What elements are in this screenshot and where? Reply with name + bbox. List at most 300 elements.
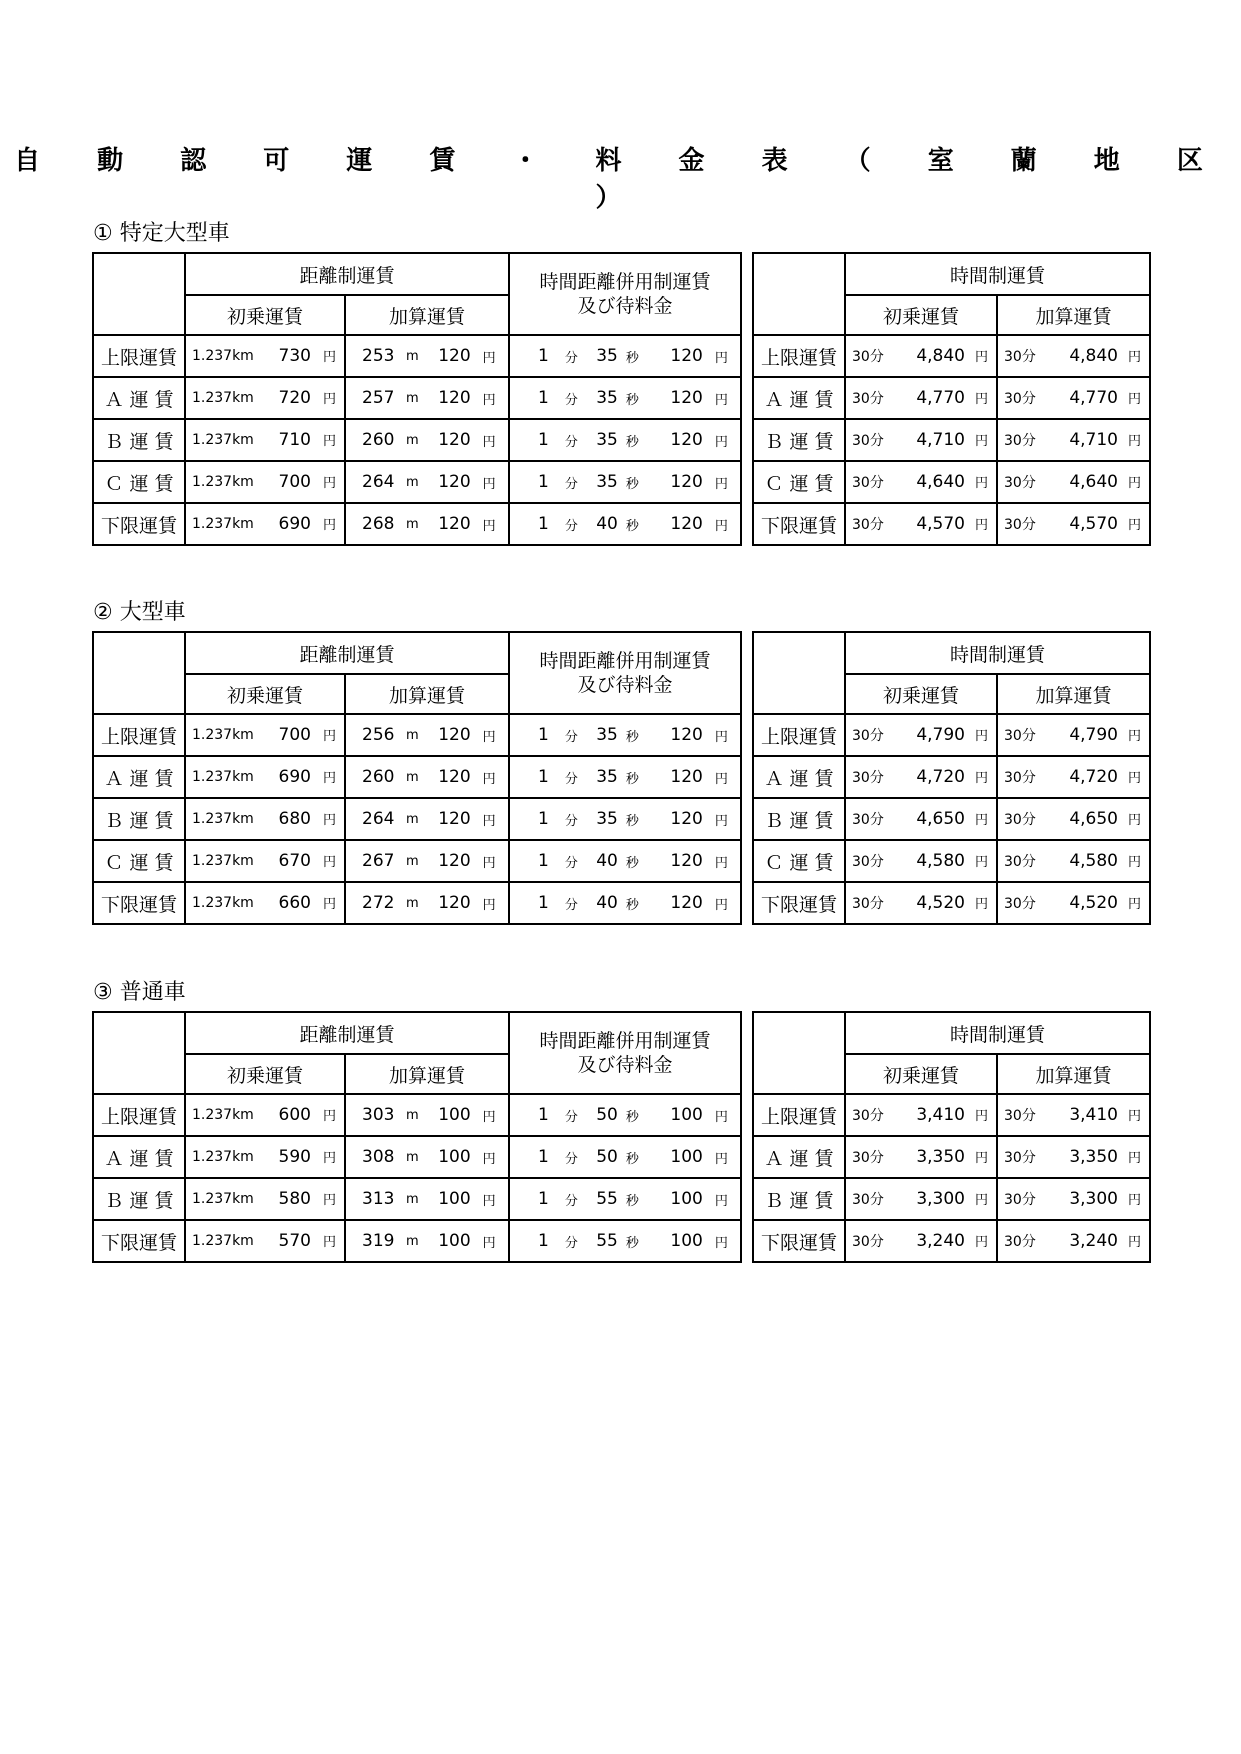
combined-seconds: 35: [596, 767, 618, 787]
initial-fare-cell: [185, 756, 345, 798]
time-additional-duration: 30分: [1004, 1192, 1036, 1208]
time-additional-amount-group: [1069, 725, 1141, 745]
combined-fare-content: [510, 893, 740, 913]
time-additional-amount-group: [1069, 851, 1141, 871]
combined-minutes: 1: [538, 809, 549, 829]
yen-unit: 円: [1127, 1151, 1141, 1166]
initial-fare-amount: 580: [278, 1189, 311, 1209]
combined-seconds: 50: [596, 1105, 618, 1125]
time-initial-amount: 3,300: [916, 1189, 965, 1209]
yen-unit: 円: [482, 476, 496, 492]
combined-fare-content: [510, 851, 740, 871]
initial-distance: 1.237km: [192, 769, 254, 785]
fare-class-label: Ａ 運 賃: [93, 377, 185, 419]
fare-class-label: Ｂ 運 賃: [93, 1178, 185, 1220]
table-row: [753, 335, 1150, 377]
additional-fare-amount: 120: [438, 346, 471, 366]
yen-unit: 円: [714, 434, 728, 450]
meter-unit: m: [406, 1191, 419, 1207]
initial-fare-content: [186, 767, 344, 787]
time-initial-cell: [845, 1094, 997, 1136]
additional-distance: 260: [362, 430, 395, 450]
header-row: [753, 632, 1150, 674]
additional-fare-cell: [345, 882, 509, 924]
initial-fare-amount-group: [279, 851, 336, 871]
minute-unit: 分: [564, 476, 578, 492]
initial-fare-amount: 720: [278, 388, 311, 408]
time-additional-content: [998, 1147, 1149, 1167]
distance-fare-table: [92, 1011, 742, 1263]
table-row: [93, 377, 741, 419]
combined-fare-cell: [509, 1094, 741, 1136]
table-row: [753, 756, 1150, 798]
time-additional-amount: 4,570: [1069, 514, 1118, 534]
additional-fare-cell: [345, 1220, 509, 1262]
yen-unit: 円: [482, 434, 496, 450]
initial-fare-cell: [185, 335, 345, 377]
initial-fare-content: [186, 1189, 344, 1209]
page-title: 自 動 認 可 運 賃 ・ 料 金 表 （ 室 蘭 地 区 ）: [14, 146, 1227, 213]
fare-class-label: Ｂ 運 賃: [93, 798, 185, 840]
minute-unit: 分: [564, 897, 578, 913]
combined-fare-cell: [509, 882, 741, 924]
time-initial-content: [846, 893, 996, 913]
time-initial-duration: 30分: [852, 812, 884, 828]
time-initial-cell: [845, 1220, 997, 1262]
fare-class-label: Ｂ 運 賃: [753, 1178, 845, 1220]
initial-distance: 1.237km: [192, 1149, 254, 1165]
yen-unit: 円: [482, 392, 496, 408]
minute-unit: 分: [564, 813, 578, 829]
time-fare-header: 時間制運賃: [845, 632, 1150, 674]
combined-header-line1: 時間距離併用制運賃: [539, 1030, 711, 1052]
initial-fare-content: [186, 1147, 344, 1167]
distance-fare-header: 距離制運賃: [185, 253, 509, 295]
table-row: [93, 503, 741, 545]
combined-fare-content: [510, 1231, 740, 1251]
time-additional-amount: 4,650: [1069, 809, 1118, 829]
additional-fare-content: [346, 1105, 508, 1125]
time-initial-content: [846, 388, 996, 408]
initial-fare-content: [186, 851, 344, 871]
initial-fare-cell: [185, 1094, 345, 1136]
time-additional-duration: 30分: [1004, 770, 1036, 786]
time-initial-cell: [845, 1178, 997, 1220]
combined-fare-cell: [509, 714, 741, 756]
yen-unit: 円: [714, 1109, 728, 1125]
header-row: [93, 632, 741, 674]
yen-unit: 円: [714, 897, 728, 913]
combined-minutes: 1: [538, 346, 549, 366]
corner-cell: [93, 1012, 185, 1094]
fare-class-label: 上限運賃: [93, 1094, 185, 1136]
time-additional-amount-group: [1069, 1189, 1141, 1209]
additional-fare-amount: 100: [438, 1147, 471, 1167]
initial-fare-amount: 730: [278, 346, 311, 366]
yen-unit: 円: [322, 434, 336, 449]
additional-fare-content: [346, 1189, 508, 1209]
additional-fare-cell: [345, 335, 509, 377]
time-additional-duration: 30分: [1004, 349, 1036, 365]
additional-fare-cell: [345, 1136, 509, 1178]
initial-fare-amount-group: [279, 346, 336, 366]
yen-unit: 円: [974, 518, 988, 533]
time-additional-cell: [997, 714, 1150, 756]
time-additional-cell: [997, 1178, 1150, 1220]
time-additional-cell: [997, 756, 1150, 798]
initial-fare-amount-group: [279, 1105, 336, 1125]
fare-class-label: 下限運賃: [753, 882, 845, 924]
yen-unit: 円: [974, 771, 988, 786]
time-additional-cell: [997, 1094, 1150, 1136]
time-initial-cell: [845, 503, 997, 545]
initial-fare-amount: 690: [278, 514, 311, 534]
time-initial-duration: 30分: [852, 391, 884, 407]
initial-fare-header: 初乗運賃: [185, 674, 345, 714]
initial-fare-amount: 590: [278, 1147, 311, 1167]
time-additional-amount-group: [1069, 514, 1141, 534]
table-row: [93, 840, 741, 882]
second-unit: 秒: [625, 350, 639, 366]
initial-fare-amount: 660: [278, 893, 311, 913]
fare-class-label: 下限運賃: [753, 503, 845, 545]
time-initial-cell: [845, 335, 997, 377]
time-additional-duration: 30分: [1004, 854, 1036, 870]
combined-fare-cell: [509, 756, 741, 798]
additional-fare-cell: [345, 840, 509, 882]
meter-unit: m: [406, 1233, 419, 1249]
combined-seconds: 40: [596, 893, 618, 913]
initial-fare-amount-group: [279, 472, 336, 492]
additional-fare-content: [346, 1231, 508, 1251]
yen-unit: 円: [974, 350, 988, 365]
time-additional-header: 加算運賃: [997, 295, 1150, 335]
time-initial-content: [846, 1231, 996, 1251]
table-row: [753, 1136, 1150, 1178]
initial-fare-content: [186, 472, 344, 492]
time-additional-duration: 30分: [1004, 1108, 1036, 1124]
combined-fare-content: [510, 346, 740, 366]
initial-fare-content: [186, 388, 344, 408]
additional-distance: 272: [362, 893, 395, 913]
fare-class-label: Ｃ 運 賃: [753, 461, 845, 503]
additional-fare-amount: 120: [438, 893, 471, 913]
initial-fare-cell: [185, 798, 345, 840]
yen-unit: 円: [974, 392, 988, 407]
additional-distance: 308: [362, 1147, 395, 1167]
additional-fare-cell: [345, 1178, 509, 1220]
yen-unit: 円: [322, 897, 336, 912]
time-initial-amount: 4,640: [916, 472, 965, 492]
yen-unit: 円: [1127, 729, 1141, 744]
initial-distance: 1.237km: [192, 1233, 254, 1249]
additional-fare-content: [346, 809, 508, 829]
combined-fare-cell: [509, 335, 741, 377]
time-initial-amount: 4,710: [916, 430, 965, 450]
additional-fare-cell: [345, 419, 509, 461]
time-additional-content: [998, 346, 1149, 366]
time-additional-amount: 4,790: [1069, 725, 1118, 745]
yen-unit: 円: [714, 1151, 728, 1167]
second-unit: 秒: [625, 1151, 639, 1167]
yen-unit: 円: [974, 1109, 988, 1124]
initial-fare-amount-group: [279, 1147, 336, 1167]
time-additional-duration: 30分: [1004, 391, 1036, 407]
time-initial-content: [846, 1147, 996, 1167]
combined-fare-header: [509, 1012, 741, 1094]
time-additional-amount-group: [1069, 809, 1141, 829]
time-initial-amount-group: [916, 1231, 988, 1251]
time-additional-duration: 30分: [1004, 728, 1036, 744]
time-initial-amount-group: [916, 893, 988, 913]
yen-unit: 円: [482, 1151, 496, 1167]
combined-fare-amount: 120: [670, 809, 703, 829]
combined-minutes: 1: [538, 388, 549, 408]
time-initial-amount-group: [916, 1189, 988, 1209]
fare-class-label: Ｂ 運 賃: [753, 798, 845, 840]
time-additional-cell: [997, 503, 1150, 545]
table-row: [753, 882, 1150, 924]
meter-unit: m: [406, 853, 419, 869]
time-initial-amount: 3,350: [916, 1147, 965, 1167]
yen-unit: 円: [974, 855, 988, 870]
second-unit: 秒: [625, 476, 639, 492]
time-initial-duration: 30分: [852, 1234, 884, 1250]
initial-fare-amount-group: [279, 725, 336, 745]
initial-fare-cell: [185, 503, 345, 545]
minute-unit: 分: [564, 1193, 578, 1209]
yen-unit: 円: [1127, 434, 1141, 449]
time-initial-content: [846, 514, 996, 534]
minute-unit: 分: [564, 392, 578, 408]
additional-fare-cell: [345, 461, 509, 503]
time-initial-cell: [845, 756, 997, 798]
yen-unit: 円: [482, 813, 496, 829]
initial-fare-content: [186, 809, 344, 829]
additional-fare-amount: 120: [438, 851, 471, 871]
time-additional-duration: 30分: [1004, 433, 1036, 449]
yen-unit: 円: [714, 771, 728, 787]
yen-unit: 円: [1127, 1235, 1141, 1250]
time-additional-cell: [997, 798, 1150, 840]
initial-fare-content: [186, 725, 344, 745]
time-additional-amount: 4,840: [1069, 346, 1118, 366]
second-unit: 秒: [625, 813, 639, 829]
time-initial-content: [846, 767, 996, 787]
yen-unit: 円: [322, 392, 336, 407]
combined-fare-content: [510, 725, 740, 745]
time-initial-cell: [845, 840, 997, 882]
additional-fare-content: [346, 851, 508, 871]
time-initial-amount: 4,520: [916, 893, 965, 913]
fare-class-label: Ａ 運 賃: [93, 756, 185, 798]
combined-fare-amount: 100: [670, 1189, 703, 1209]
yen-unit: 円: [1127, 897, 1141, 912]
table-row: [93, 882, 741, 924]
combined-fare-cell: [509, 377, 741, 419]
yen-unit: 円: [974, 1193, 988, 1208]
section-label: ③ 普通車: [93, 980, 186, 1005]
initial-fare-cell: [185, 714, 345, 756]
time-initial-amount-group: [916, 725, 988, 745]
fare-class-label: Ａ 運 賃: [753, 756, 845, 798]
additional-distance: 256: [362, 725, 395, 745]
initial-distance: 1.237km: [192, 853, 254, 869]
combined-seconds: 55: [596, 1189, 618, 1209]
additional-distance: 319: [362, 1231, 395, 1251]
time-initial-amount: 4,650: [916, 809, 965, 829]
time-additional-duration: 30分: [1004, 896, 1036, 912]
time-additional-amount: 4,770: [1069, 388, 1118, 408]
table-row: [93, 419, 741, 461]
yen-unit: 円: [1127, 350, 1141, 365]
yen-unit: 円: [714, 1235, 728, 1251]
minute-unit: 分: [564, 434, 578, 450]
yen-unit: 円: [1127, 476, 1141, 491]
yen-unit: 円: [1127, 855, 1141, 870]
combined-header-line1: 時間距離併用制運賃: [539, 650, 711, 672]
initial-distance: 1.237km: [192, 1191, 254, 1207]
combined-fare-amount: 120: [670, 388, 703, 408]
table-row: [93, 714, 741, 756]
initial-fare-cell: [185, 1136, 345, 1178]
combined-fare-header: [509, 632, 741, 714]
table-row: [93, 335, 741, 377]
time-initial-cell: [845, 461, 997, 503]
table-row: [93, 461, 741, 503]
additional-fare-content: [346, 388, 508, 408]
time-initial-header: 初乗運賃: [845, 295, 997, 335]
corner-cell: [753, 632, 845, 714]
time-additional-cell: [997, 1220, 1150, 1262]
combined-header-line1: 時間距離併用制運賃: [539, 271, 711, 293]
header-row: [93, 1012, 741, 1054]
yen-unit: 円: [974, 729, 988, 744]
combined-seconds: 40: [596, 514, 618, 534]
distance-fare-header: 距離制運賃: [185, 1012, 509, 1054]
initial-fare-cell: [185, 1178, 345, 1220]
meter-unit: m: [406, 769, 419, 785]
time-initial-content: [846, 809, 996, 829]
initial-fare-amount-group: [279, 893, 336, 913]
yen-unit: 円: [714, 1193, 728, 1209]
initial-fare-header: 初乗運賃: [185, 1054, 345, 1094]
combined-seconds: 35: [596, 472, 618, 492]
combined-minutes: 1: [538, 472, 549, 492]
initial-distance: 1.237km: [192, 516, 254, 532]
yen-unit: 円: [714, 476, 728, 492]
minute-unit: 分: [564, 771, 578, 787]
time-fare-table: [752, 1011, 1151, 1263]
time-initial-cell: [845, 1136, 997, 1178]
time-additional-amount: 4,580: [1069, 851, 1118, 871]
table-row: [93, 1094, 741, 1136]
additional-distance: 253: [362, 346, 395, 366]
table-row: [753, 1178, 1150, 1220]
combined-fare-amount: 120: [670, 725, 703, 745]
combined-fare-amount: 100: [670, 1147, 703, 1167]
time-additional-content: [998, 725, 1149, 745]
initial-fare-amount: 600: [278, 1105, 311, 1125]
time-initial-duration: 30分: [852, 433, 884, 449]
fare-class-label: Ｃ 運 賃: [93, 461, 185, 503]
yen-unit: 円: [1127, 518, 1141, 533]
time-initial-cell: [845, 798, 997, 840]
combined-fare-amount: 120: [670, 346, 703, 366]
yen-unit: 円: [714, 855, 728, 871]
yen-unit: 円: [714, 350, 728, 366]
time-initial-content: [846, 1105, 996, 1125]
additional-fare-content: [346, 1147, 508, 1167]
additional-fare-cell: [345, 503, 509, 545]
time-additional-duration: 30分: [1004, 475, 1036, 491]
time-additional-content: [998, 388, 1149, 408]
second-unit: 秒: [625, 897, 639, 913]
combined-fare-amount: 120: [670, 893, 703, 913]
additional-fare-header: 加算運賃: [345, 674, 509, 714]
initial-distance: 1.237km: [192, 348, 254, 364]
initial-fare-content: [186, 430, 344, 450]
time-initial-duration: 30分: [852, 1150, 884, 1166]
time-initial-content: [846, 472, 996, 492]
initial-fare-content: [186, 893, 344, 913]
meter-unit: m: [406, 348, 419, 364]
table-row: [753, 1094, 1150, 1136]
second-unit: 秒: [625, 518, 639, 534]
initial-fare-amount: 690: [278, 767, 311, 787]
yen-unit: 円: [974, 813, 988, 828]
time-additional-cell: [997, 377, 1150, 419]
combined-seconds: 50: [596, 1147, 618, 1167]
initial-fare-amount: 700: [278, 472, 311, 492]
combined-fare-header: [509, 253, 741, 335]
additional-fare-cell: [345, 714, 509, 756]
fare-class-label: 上限運賃: [93, 335, 185, 377]
time-initial-content: [846, 725, 996, 745]
yen-unit: 円: [714, 813, 728, 829]
combined-seconds: 55: [596, 1231, 618, 1251]
yen-unit: 円: [482, 729, 496, 745]
time-initial-amount: 4,570: [916, 514, 965, 534]
time-initial-amount-group: [916, 1105, 988, 1125]
time-initial-amount-group: [916, 1147, 988, 1167]
section-label: ② 大型車: [93, 600, 186, 625]
time-additional-amount-group: [1069, 388, 1141, 408]
initial-fare-cell: [185, 377, 345, 419]
initial-fare-amount-group: [279, 767, 336, 787]
time-initial-amount: 4,840: [916, 346, 965, 366]
time-fare-header: 時間制運賃: [845, 253, 1150, 295]
second-unit: 秒: [625, 729, 639, 745]
initial-fare-amount-group: [279, 809, 336, 829]
time-initial-cell: [845, 714, 997, 756]
additional-fare-cell: [345, 1094, 509, 1136]
combined-minutes: 1: [538, 1189, 549, 1209]
table-row: [93, 1136, 741, 1178]
yen-unit: 円: [322, 1151, 336, 1166]
combined-fare-amount: 120: [670, 514, 703, 534]
time-initial-duration: 30分: [852, 349, 884, 365]
additional-fare-cell: [345, 756, 509, 798]
combined-seconds: 40: [596, 851, 618, 871]
second-unit: 秒: [625, 771, 639, 787]
initial-fare-amount-group: [279, 514, 336, 534]
minute-unit: 分: [564, 1151, 578, 1167]
time-additional-amount: 3,300: [1069, 1189, 1118, 1209]
meter-unit: m: [406, 432, 419, 448]
additional-fare-amount: 120: [438, 725, 471, 745]
time-initial-amount-group: [916, 851, 988, 871]
